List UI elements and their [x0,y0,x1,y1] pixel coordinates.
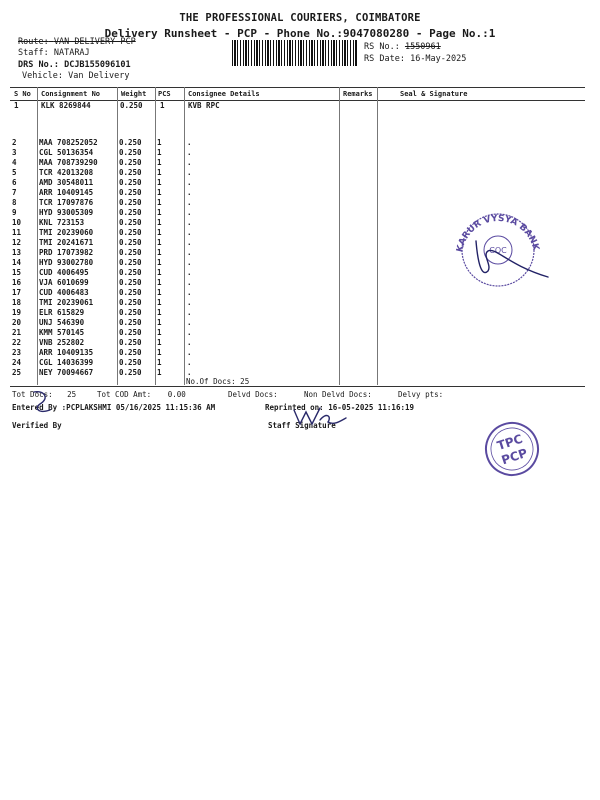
table-row [12,198,337,208]
table-row [12,188,337,198]
staff-signature: Staff Signature [268,421,336,430]
row-consignment: ARR 10409135 [39,348,94,357]
row-sno: 13 [12,248,22,257]
row-weight: 0.250 [119,158,142,167]
row-weight: 0.250 [119,358,142,367]
row-sno: 23 [12,348,22,357]
rs-date-label: RS Date: [364,54,405,64]
row-consignment: HYD 93005309 [39,208,94,217]
row-sno: 5 [12,168,17,177]
row-sno: 7 [12,188,17,197]
entered-by: Entered By :PCPLAKSHMI 05/16/2025 11:15:36 AM [12,403,216,412]
row-consignment: MAA 708252052 [39,138,98,147]
row-pcs: 1 [157,138,162,147]
row-sno: 25 [12,368,22,377]
row-consignment: UNJ 546390 [39,318,85,327]
table-row [12,358,337,368]
row-consignee: . [187,148,192,157]
row-weight: 0.250 [119,308,142,317]
col-weight: Weight [121,90,147,98]
row-sno: 6 [12,178,17,187]
row-consignment: CUD 4006495 [39,268,89,277]
route-label: Route: [18,37,49,47]
row-pcs: 1 [157,218,162,227]
row-sno: 8 [12,198,17,207]
row-sno: 18 [12,298,22,307]
row-weight: 0.250 [119,208,142,217]
col-sno: S No [14,90,31,98]
rs-date-line [364,54,466,64]
row-consignment: VJA 6010699 [39,278,89,287]
row-pcs: 1 [157,258,162,267]
table-row [12,248,337,258]
row-consignee: KVB RPC [188,101,220,110]
row-consignee: . [187,158,192,167]
row-consignee: . [187,348,192,357]
staff-line [18,48,90,58]
route-line [18,37,136,47]
row-consignee: . [187,258,192,267]
row-sno: 9 [12,208,17,217]
runsheet-title: Delivery Runsheet - PCP - Phone No.:9047080280 - Page No.:1 [104,27,496,40]
row-weight: 0.250 [119,168,142,177]
row-consignee: . [187,308,192,317]
row-weight: 0.250 [119,198,142,207]
col-divider [377,87,378,385]
row-sno: 12 [12,238,22,247]
row-consignment: TCR 17097876 [39,198,94,207]
tot-cod-value: 0.00 [167,390,186,399]
row-consignment: KLK 8269844 [41,101,91,110]
tot-cod-label: Tot COD Amt: [97,390,152,399]
table-row [12,158,337,168]
row-weight: 0.250 [119,268,142,277]
row-pcs: 1 [157,338,162,347]
row-sno: 10 [12,218,22,227]
rs-no-value: 1550961 [404,42,441,52]
row-pcs: 1 [157,168,162,177]
col-divider [339,87,340,385]
table-row [12,218,337,228]
table-row [12,348,337,358]
row-weight: 0.250 [119,328,142,337]
row-weight: 0.250 [119,148,142,157]
row-consignment: TMI 20239060 [39,228,94,237]
tot-cod [97,390,186,399]
row-weight: 0.250 [119,258,142,267]
row-sno: 21 [12,328,22,337]
row-consignee: . [187,228,192,237]
row-consignment: ARR 10409145 [39,188,94,197]
row-consignee: . [187,278,192,287]
row-pcs: 1 [157,318,162,327]
tot-docs-label: Tot Docs: [12,390,53,399]
row-pcs: 1 [157,228,162,237]
row-sno: 14 [12,258,22,267]
table-row [12,318,337,328]
reprinted-on: Reprinted on: 16-05-2025 11:16:19 [265,403,415,412]
table-row [12,238,337,248]
row-pcs: 1 [157,328,162,337]
rs-no-label: RS No.: [364,42,400,52]
staff-label: Staff: [18,48,49,58]
row-consignment: NEY 70094667 [39,368,94,377]
row-consignment: TMI 20239061 [39,298,94,307]
row-weight: 0.250 [119,228,142,237]
table-row [12,278,337,288]
row-consignee: . [187,238,192,247]
table-row [12,338,337,348]
drs-label: DRS No.: [18,60,59,70]
tpc-stamp [478,418,546,480]
table-top-rule [10,87,585,88]
row-pcs: 1 [157,158,162,167]
row-consignee: . [187,318,192,327]
row-weight: 0.250 [119,238,142,247]
bank-seal-text: KARUR VYSYA BANK [455,213,541,254]
table-row [12,168,337,178]
delvy-pts: Delvy pts: [398,390,444,399]
row-pcs: 1 [157,248,162,257]
row-weight: 0.250 [119,278,142,287]
verified-by: Verified By [12,421,62,430]
row-pcs: 1 [157,188,162,197]
table-row [12,138,337,148]
row-sno: 3 [12,148,17,157]
table-row [12,258,337,268]
col-pcs: PCS [158,90,171,98]
row-pcs: 1 [157,178,162,187]
row-sno: 4 [12,158,17,167]
row-pcs: 1 [157,308,162,317]
row-consignment: KMM 570145 [39,328,85,337]
rs-date-value: 16-May-2025 [410,54,467,64]
tpc-stamp-top: TPC [495,431,525,453]
consignment-rows [12,138,337,378]
row-pcs: 1 [157,368,162,377]
row-consignee: . [187,368,192,377]
row-pcs: 1 [157,348,162,357]
row-weight: 0.250 [119,348,142,357]
bank-seal-stamp [448,205,553,290]
row-sno: 20 [12,318,22,327]
staff-value: NATARAJ [53,48,90,58]
entered-by-signature [28,388,58,418]
col-consignee: Consignee Details [188,90,260,98]
row-consignee: . [187,168,192,177]
row-weight: 0.250 [119,368,142,377]
row-consignee: . [187,198,192,207]
drs-value: DCJB155096101 [64,60,131,70]
row-pcs: 1 [157,288,162,297]
row-consignment: KNL 723153 [39,218,85,227]
bank-seal-code: COC [489,246,507,255]
row-pcs: 1 [157,148,162,157]
row-pcs: 1 [157,268,162,277]
row-consignee: . [187,268,192,277]
row-sno: 16 [12,278,22,287]
row-sno: 17 [12,288,22,297]
row-pcs: 1 [157,298,162,307]
row-sno: 19 [12,308,22,317]
col-remarks: Remarks [343,90,373,98]
row-consignment: AMD 30548011 [39,178,94,187]
row-consignment: PRD 17073982 [39,248,94,257]
row-consignment: CGL 14036399 [39,358,94,367]
table-header-rule [10,100,585,101]
row-consignment: TMI 20241671 [39,238,94,247]
barcode [232,40,357,66]
consignment-table [12,138,337,378]
row-consignee: . [187,178,192,187]
row-pcs: 1 [160,101,165,110]
table-row [12,148,337,158]
table-row [12,228,337,238]
col-seal: Seal & Signature [400,90,468,98]
table-row [12,208,337,218]
row-consignment: MAA 708739290 [39,158,98,167]
row-weight: 0.250 [119,178,142,187]
row-weight: 0.250 [119,288,142,297]
row-consignee: . [187,358,192,367]
table-row [12,308,337,318]
row-consignee: . [187,208,192,217]
row-consignee: . [187,338,192,347]
row-weight: 0.250 [119,218,142,227]
row-sno: 15 [12,268,22,277]
row-weight: 0.250 [119,138,142,147]
row-consignee: . [187,328,192,337]
row-consignment: HYD 93002780 [39,258,94,267]
row-weight: 0.250 [119,338,142,347]
row-sno: 24 [12,358,22,367]
row-sno: 11 [12,228,22,237]
non-delvd-docs: Non Delvd Docs: [304,390,372,399]
no-of-docs: No.Of Docs: 25 [186,377,250,386]
table-row [12,178,337,188]
table-row [12,328,337,338]
delvd-docs: Delvd Docs: [228,390,278,399]
row-consignment: CUD 4006483 [39,288,89,297]
row-sno: 1 [14,101,19,110]
company-name: THE PROFESSIONAL COURIERS, COIMBATORE [179,12,421,24]
staff-signature-scribble [290,404,350,428]
row-consignment: ELR 615829 [39,308,85,317]
row-consignment: TCR 42013208 [39,168,94,177]
row-consignee: . [187,218,192,227]
row-pcs: 1 [157,358,162,367]
table-row [12,298,337,308]
row-consignee: . [187,288,192,297]
row-pcs: 1 [157,238,162,247]
row-consignee: . [187,298,192,307]
row-sno: 22 [12,338,22,347]
row-consignee: . [187,248,192,257]
row-consignment: CGL 50136354 [39,148,94,157]
vehicle-label: Vehicle: [22,71,63,81]
table-row [12,268,337,278]
row-weight: 0.250 [119,188,142,197]
table-row [12,368,337,378]
drs-line [18,60,131,70]
row-weight: 0.250 [119,248,142,257]
table-row [12,288,337,298]
row-sno: 2 [12,138,17,147]
row-weight: 0.250 [119,318,142,327]
tpc-stamp-bottom: PCP [499,445,530,468]
row-pcs: 1 [157,208,162,217]
vehicle-value: Van Delivery [68,71,130,81]
table-bottom-rule [10,386,585,387]
row-consignment: VNB 252802 [39,338,85,347]
row-consignee: . [187,138,192,147]
route-value: VAN DELIVERY PCP [53,37,136,47]
vehicle-line [22,71,130,81]
row-consignee: . [187,188,192,197]
rs-no-line [364,42,441,52]
row-pcs: 1 [157,278,162,287]
row-weight: 0.250 [119,298,142,307]
row-pcs: 1 [157,198,162,207]
row-weight: 0.250 [120,101,143,110]
tot-docs-value: 25 [67,390,77,399]
col-consignment: Consignment No [41,90,101,98]
